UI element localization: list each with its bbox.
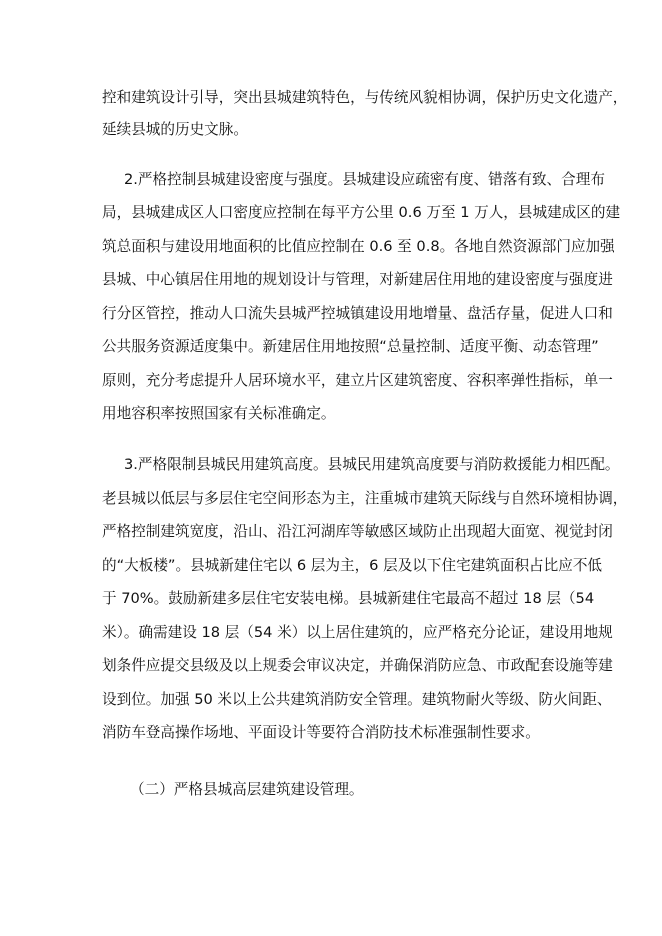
paragraph-line: 设到位。加强 50 米以上公共建筑消防安全管理。建筑物耐火等级、防火间距、	[102, 691, 612, 708]
paragraph-line: 于 70%。鼓励新建多层住宅安装电梯。县城新建住宅最高不超过 18 层（54	[102, 590, 595, 607]
paragraph-line: 严格控制建筑宽度，沿山、沿江河湖库等敏感区域防止出现超大面宽、视觉封闭	[102, 523, 613, 540]
paragraph-line: 原则，充分考虑提升人居环境水平，建立片区建筑密度、容积率弹性指标，单一	[102, 372, 613, 389]
paragraph-line: 筑总面积与建设用地面积的比值应控制在 0.6 至 0.8。各地自然资源部门应加强	[102, 238, 615, 255]
paragraph-line: 的“大板楼”。县城新建住宅以 6 层为主，6 层及以下住宅建筑面积占比应不低	[102, 557, 603, 574]
paragraph-line: 老县城以低层与多层住宅空间形态为主，注重城市建筑天际线与自然环境相协调，	[102, 490, 628, 507]
section-heading: （二）严格县城高层建筑建设管理。	[130, 781, 364, 798]
paragraph-line: 县城、中心镇居住用地的规划设计与管理，对新建居住用地的建设密度与强度进	[102, 271, 613, 288]
paragraph-line: 划条件应提交县级及以上规委会审议决定，并确保消防应急、市政配套设施等建	[102, 657, 613, 674]
paragraph-line: 3.严格限制县城民用建筑高度。县城民用建筑高度要与消防救援能力相匹配。	[124, 456, 620, 473]
paragraph-line: 延续县城的历史文脉。	[102, 121, 248, 138]
paragraph-line: 2.严格控制县城建设密度与强度。县城建设应疏密有度、错落有致、合理布	[124, 171, 605, 188]
paragraph-line: 用地容积率按照国家有关标准确定。	[102, 405, 336, 422]
paragraph-line: 行分区管控，推动人口流失县城严控城镇建设用地增量、盘活存量，促进人口和	[102, 305, 613, 322]
paragraph-line: 米）。确需建设 18 层（54 米）以上居住建筑的，应严格充分论证，建设用地规	[102, 624, 613, 641]
paragraph-line: 局，县城建成区人口密度应控制在每平方公里 0.6 万至 1 万人，县城建成区的建	[102, 204, 621, 221]
paragraph-line: 消防车登高操作场地、平面设计等要符合消防技术标准强制性要求。	[102, 724, 540, 741]
paragraph-line: 控和建筑设计引导，突出县城建筑特色，与传统风貌相协调，保护历史文化遗产，	[102, 89, 628, 106]
paragraph-line: 公共服务资源适度集中。新建居住用地按照“总量控制、适度平衡、动态管理”	[102, 338, 599, 355]
